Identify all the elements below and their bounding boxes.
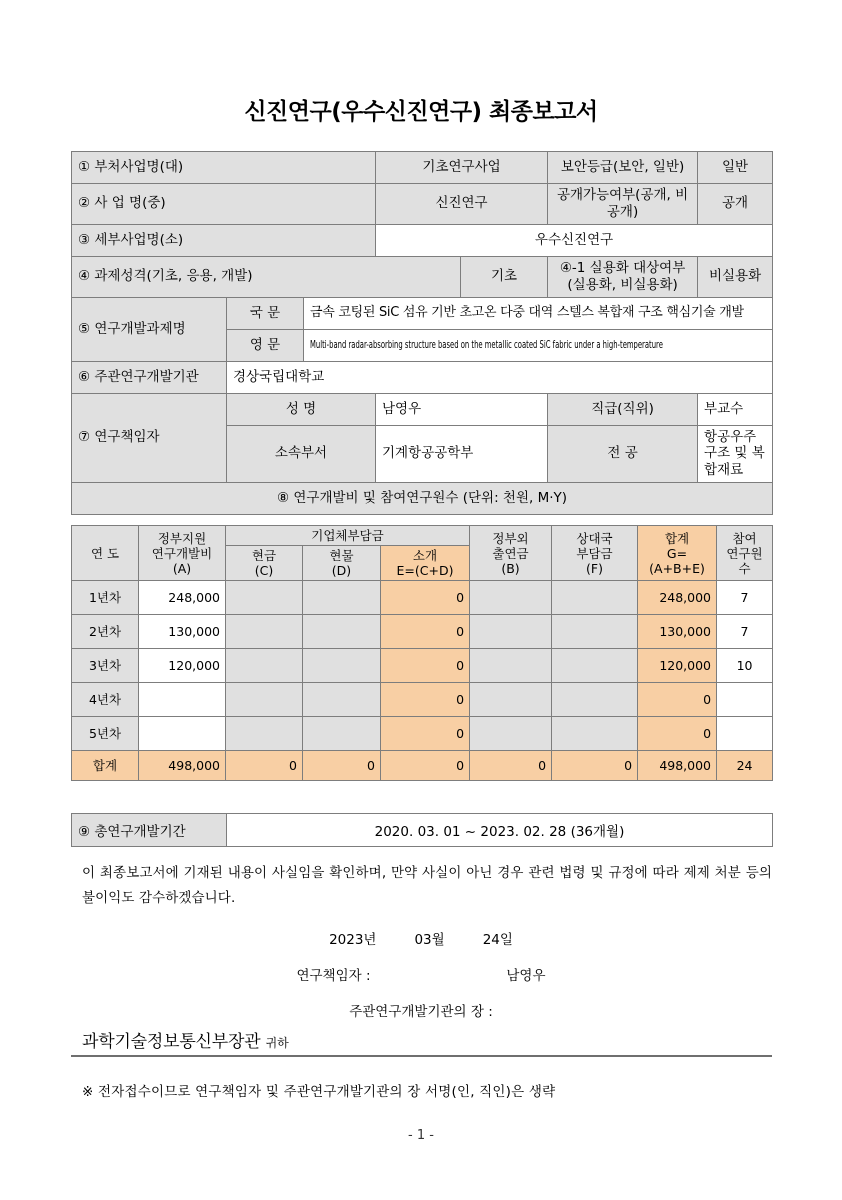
cell-cash [226,683,303,717]
partner-line2: 부담금 [576,545,613,561]
inkind-line1: 현물 [329,548,354,563]
korean-title-label: 국 문 [227,297,304,329]
col-header-year: 연 도 [72,526,139,581]
col-header-cash [226,546,303,581]
footnote: ※ 전자접수이므로 연구책임자 및 주관연구개발기관의 장 서명(인, 직인)은 생략 [82,1084,556,1100]
period-label: ⑨ 총연구개발기간 [72,814,227,847]
summary-researchers: 24 [717,751,773,781]
cell-partner [552,615,638,649]
minister-title: 과학기술정보통신부장관 [82,1032,261,1052]
pi-major-label: 전 공 [548,425,698,483]
project-nature-value: 기초 [461,256,548,297]
signature-day: 24일 [482,932,513,948]
project-title-label: ⑤ 연구개발과제명 [72,297,227,361]
sub-program-value: 우수신진연구 [376,224,773,256]
gov-extra-line1: 정부외 [492,530,529,546]
budget-table [71,525,773,781]
total-line1: 합계 [664,530,690,546]
signature-month: 03월 [414,932,445,948]
pi-signature-line [0,964,842,984]
security-level-label: 보안등급(보안, 일반) [548,152,698,184]
cell-partner [552,649,638,683]
signature-date [0,928,842,948]
pi-signature-name: 남영우 [506,968,546,984]
project-info-table [71,151,773,515]
cell-gov-support: 120,000 [139,649,226,683]
table-row [72,152,773,184]
budget-section-title: ⑧ 연구개발비 및 참여연구원수 (단위: 천원, M·Y) [72,483,773,515]
row-label-year: 1년차 [72,581,139,615]
cell-total: 248,000 [638,581,717,615]
table-row [72,615,773,649]
cell-researchers [717,683,773,717]
cell-inkind [303,683,381,717]
table-row [72,483,773,515]
table-row [72,814,773,847]
summary-cash: 0 [226,751,303,781]
gov-extra-line3: (B) [501,560,520,576]
row-label-year: 5년차 [72,717,139,751]
commercialization-value: 비실용화 [698,256,773,297]
researchers-line1: 참여 [732,530,757,546]
cell-researchers [717,717,773,751]
cell-cash [226,581,303,615]
summary-inkind: 0 [303,751,381,781]
english-title-cell [304,329,773,361]
cell-inkind [303,581,381,615]
summary-partner: 0 [552,751,638,781]
table-row [72,649,773,683]
sub-program-label: ③ 세부사업명(소) [72,224,376,256]
cell-gov-extra [470,581,552,615]
cell-subtotal: 0 [381,649,470,683]
security-level-value: 일반 [698,152,773,184]
org-signature-line: 주관연구개발기관의 장 : [349,1004,493,1020]
commercialization-label: ④-1 실용화 대상여부(실용화, 비실용화) [548,256,698,297]
table-row [72,581,773,615]
pi-dept-label: 소속부서 [227,425,376,483]
dept-project-label: ① 부처사업명(대) [72,152,376,184]
cell-total: 0 [638,717,717,751]
pi-position-value: 부교수 [698,393,773,425]
cell-inkind [303,717,381,751]
cell-partner [552,581,638,615]
host-institution-value: 경상국립대학교 [227,361,773,393]
cell-subtotal: 0 [381,581,470,615]
english-title-value: Multi-band radar-absorbing structure based on the metallic coated SiC fabric under a high-temperature [310,338,663,352]
table-row [72,393,773,425]
partner-line3: (F) [586,560,603,576]
col-header-company-group: 기업체부담금 [226,526,470,546]
pi-major-value: 항공우주 구조 및 복합재료 [698,425,773,483]
project-nature-label: ④ 과제성격(기초, 응용, 개발) [72,256,461,297]
table-row [72,297,773,329]
row-label-year: 4년차 [72,683,139,717]
table-row [72,683,773,717]
page-number: - 1 - [408,1128,434,1143]
total-line2: G=(A+B+E) [649,545,705,576]
table-row [72,256,773,297]
cell-inkind [303,615,381,649]
cell-gov-support: 248,000 [139,581,226,615]
cell-cash [226,649,303,683]
cell-total: 120,000 [638,649,717,683]
researchers-line2: 연구원수 [726,545,763,576]
minister-honorific: 귀하 [265,1036,289,1050]
gov-extra-line2: 출연금 [492,545,529,561]
cell-total: 0 [638,683,717,717]
pi-position-label: 직급(직위) [548,393,698,425]
cell-gov-support: 130,000 [139,615,226,649]
pi-dept-value: 기계항공공학부 [376,425,548,483]
summary-gov-extra: 0 [470,751,552,781]
subtotal-line1: 소개 [412,548,438,563]
signature-year: 2023년 [329,932,377,948]
summary-total: 498,000 [638,751,717,781]
gov-support-line1: 정부지원 [157,530,207,546]
cell-cash [226,615,303,649]
cell-gov-extra [470,717,552,751]
cell-gov-extra [470,649,552,683]
cell-gov-extra [470,615,552,649]
cell-total: 130,000 [638,615,717,649]
cash-line1: 현금 [251,548,277,563]
col-header-total [638,526,717,581]
table-row [72,717,773,751]
cell-researchers: 7 [717,615,773,649]
cell-subtotal: 0 [381,615,470,649]
program-name-value: 신진연구 [376,184,548,225]
inkind-line2: (D) [331,563,352,578]
row-label-year: 2년차 [72,615,139,649]
cell-subtotal: 0 [381,683,470,717]
summary-gov-support: 498,000 [139,751,226,781]
cell-partner [552,717,638,751]
minister-addressee [82,1027,288,1052]
budget-summary-row [72,751,773,781]
col-header-gov-support [139,526,226,581]
cell-gov-support [139,717,226,751]
pi-name-value: 남영우 [376,393,548,425]
col-header-inkind [303,546,381,581]
table-row [72,224,773,256]
cell-cash [226,717,303,751]
summary-subtotal: 0 [381,751,470,781]
research-period-table [71,813,773,847]
summary-label: 합계 [72,751,139,781]
cash-line2: (C) [254,563,274,578]
pi-name-label: 성 명 [227,393,376,425]
period-value: 2020. 03. 01 ~ 2023. 02. 28 (36개월) [227,814,773,847]
cell-researchers: 10 [717,649,773,683]
program-name-label: ② 사 업 명(중) [72,184,376,225]
host-institution-label: ⑥ 주관연구개발기관 [72,361,227,393]
col-header-partner [552,526,638,581]
page-title: 신진연구(우수신진연구) 최종보고서 [244,99,598,125]
row-label-year: 3년차 [72,649,139,683]
col-header-researchers [717,526,773,581]
cell-researchers: 7 [717,581,773,615]
disclosure-label: 공개가능여부(공개, 비공개) [548,184,698,225]
cell-gov-support [139,683,226,717]
english-title-label: 영 문 [227,329,304,361]
cell-partner [552,683,638,717]
cell-inkind [303,649,381,683]
dept-project-value: 기초연구사업 [376,152,548,184]
table-row [72,184,773,225]
gov-support-line2: 연구개발비 [151,545,213,561]
horizontal-divider [71,1055,772,1057]
cell-subtotal: 0 [381,717,470,751]
col-header-gov-extra [470,526,552,581]
confirmation-statement: 이 최종보고서에 기재된 내용이 사실임을 확인하며, 만약 사실이 아닌 경우 관련 법령 및 규정에 따라 제제 처분 등의 불이익도 감수하겠습니다. [82,865,772,906]
budget-header-row-1 [72,526,773,546]
cell-gov-extra [470,683,552,717]
gov-support-line3: (A) [172,560,192,576]
table-row [72,361,773,393]
partner-line1: 상대국 [576,530,613,546]
disclosure-value: 공개 [698,184,773,225]
korean-title-value: 금속 코팅된 SiC 섬유 기반 초고온 다중 대역 스텔스 복합재 구조 핵심기술 개발 [304,297,773,329]
pi-signature-label: 연구책임자 : [296,968,371,984]
col-header-subtotal [381,546,470,581]
principal-investigator-label: ⑦ 연구책임자 [72,393,227,483]
subtotal-line2: E=(C+D) [396,563,454,578]
